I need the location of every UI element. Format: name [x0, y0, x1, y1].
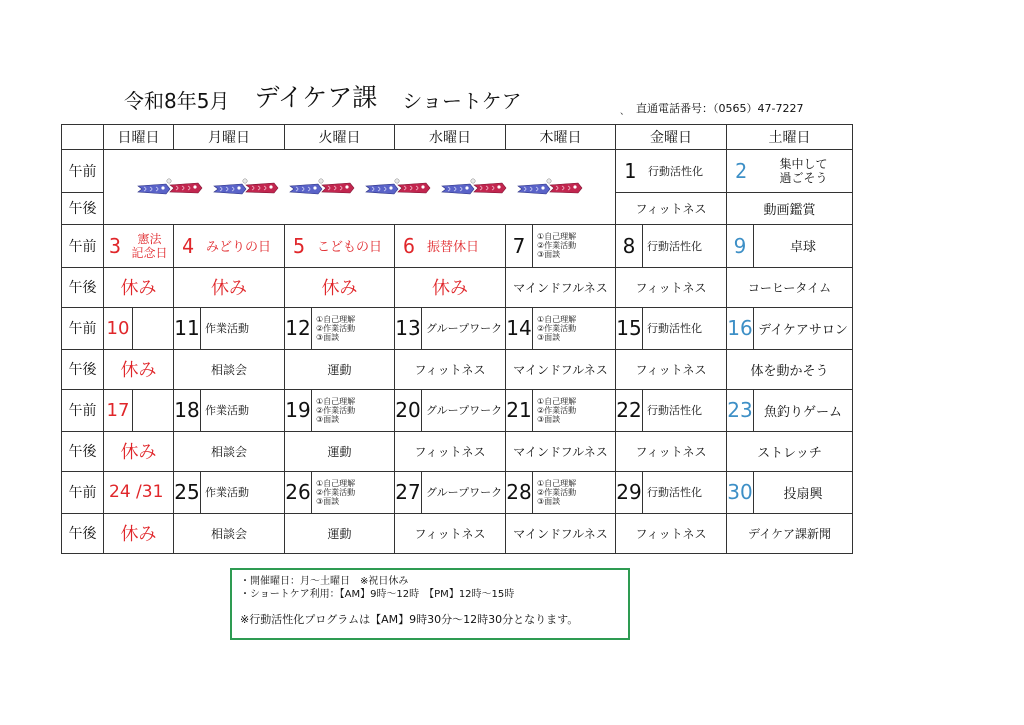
am-program-line1: 集中して [779, 157, 828, 172]
program-item: ②作業活動 [316, 405, 356, 415]
period-pm: 午後 [62, 193, 104, 224]
holiday-name: みどりの日 [206, 240, 272, 256]
day-cell-3-am [104, 224, 174, 267]
week3-am-row [62, 307, 853, 349]
am-program: 行動活性化 [647, 322, 702, 336]
day-number: 12 [285, 308, 312, 349]
day-cell-27-am [395, 471, 506, 513]
day-cell-4-am [174, 224, 285, 267]
am-program: グループワーク [426, 486, 503, 500]
am-program: グループワーク [426, 404, 503, 418]
weekday-thu: 木曜日 [506, 125, 616, 150]
pm-program: フィットネス [616, 193, 727, 224]
am-program: 行動活性化 [647, 486, 702, 500]
period-am: 午前 [62, 224, 104, 267]
am-program: 行動活性化 [648, 165, 703, 179]
note-line-3: ※行動活性化プログラムは【AM】9時30分～12時30分となります。 [240, 613, 579, 626]
weekday-sat: 土曜日 [727, 125, 853, 150]
pm-program: フィットネス [395, 513, 506, 553]
period-am: 午前 [62, 150, 104, 193]
day-number: 30 [727, 472, 754, 513]
week2-am-row [62, 224, 853, 267]
title-service: ショートケア [402, 89, 522, 113]
am-program: グループワーク [426, 322, 503, 336]
phone-label: 直通電話番号：（0565）47-7227 [636, 102, 804, 115]
week5-am-row [62, 471, 853, 513]
pm-program: 相談会 [174, 513, 285, 553]
day-cell-29-am [616, 471, 727, 513]
day-number: 7 [506, 225, 533, 267]
day-number: 17 [104, 390, 133, 431]
corner-cell [62, 125, 104, 150]
holiday-name-line1: 憲法 [137, 231, 162, 246]
day-number: 20 [395, 390, 422, 431]
am-program: 投扇興 [783, 486, 823, 502]
pm-program: フィットネス [616, 431, 727, 471]
program-item: ②作業活動 [316, 323, 356, 333]
program-item: ①自己理解 [316, 396, 356, 406]
day-number: 22 [616, 390, 643, 431]
pm-program: マインドフルネス [506, 267, 616, 307]
pm-program: マインドフルネス [506, 431, 616, 471]
pm-program: 運動 [285, 349, 395, 389]
day-number: 14 [506, 308, 533, 349]
rest-day: 休み [104, 513, 174, 553]
day-cell-20-am [395, 389, 506, 431]
day-cell-9-am [727, 224, 853, 267]
day-cell-15-am [616, 307, 727, 349]
pm-program: マインドフルネス [506, 349, 616, 389]
day-number: 5 [292, 233, 306, 258]
program-item: ①自己理解 [537, 232, 577, 242]
day-number: 27 [395, 472, 422, 513]
pm-program: 体を動かそう [727, 349, 853, 389]
pm-program: ストレッチ [727, 431, 853, 471]
day-number: 26 [285, 472, 312, 513]
day-cell-19-am [285, 389, 395, 431]
am-program-list [533, 479, 576, 506]
pm-program: フィットネス [616, 513, 727, 553]
day-number: 29 [616, 472, 643, 513]
period-am: 午前 [62, 389, 104, 431]
period-pm: 午後 [62, 431, 104, 471]
day-number: 3 [108, 233, 122, 258]
day-cell-25-am [174, 471, 285, 513]
program-item: ①自己理解 [316, 478, 356, 488]
program-item: ②作業活動 [316, 487, 356, 497]
phone-mark: 、 [620, 107, 630, 117]
rest-day: 休み [104, 349, 174, 389]
week2-pm-row [62, 267, 853, 307]
rest-day: 休み [285, 267, 395, 307]
period-pm: 午後 [62, 513, 104, 553]
program-item: ①自己理解 [537, 396, 577, 406]
program-item: ③面談 [537, 332, 561, 342]
day-number: 23 [727, 390, 754, 431]
day-cell-5-am [285, 224, 395, 267]
am-program: デイケアサロン [758, 322, 848, 338]
program-item: ③面談 [316, 496, 340, 506]
day-cell-11-am [174, 307, 285, 349]
day-cell-17-am [104, 389, 174, 431]
day-number: 10 [104, 308, 133, 349]
day-cell-8-am [616, 224, 727, 267]
day-cell-6-am [395, 224, 506, 267]
day-number: 16 [727, 308, 754, 349]
day-cell-12-am [285, 307, 395, 349]
weekday-fri: 金曜日 [616, 125, 727, 150]
day-cell-1-am [616, 150, 727, 193]
program-item: ③面談 [537, 250, 561, 260]
day-cell-30-am [727, 471, 853, 513]
rest-day: 休み [395, 267, 506, 307]
pm-program: フィットネス [395, 349, 506, 389]
day-number: 8 [616, 225, 643, 267]
day-cell-24-am [104, 471, 174, 513]
am-program: 行動活性化 [647, 404, 702, 418]
day-cell-18-am [174, 389, 285, 431]
period-am: 午前 [62, 307, 104, 349]
pm-program: 運動 [285, 431, 395, 471]
koinobori-row [136, 178, 584, 200]
program-item: ③面談 [316, 332, 340, 342]
day-cell-16-am [727, 307, 853, 349]
day-number: 28 [506, 472, 533, 513]
day-number: 24 /31 [109, 482, 164, 503]
day-cell-14-am [506, 307, 616, 349]
program-item: ③面談 [316, 414, 340, 424]
holiday-name: こどもの日 [317, 240, 383, 256]
weekday-mon: 月曜日 [174, 125, 285, 150]
program-item: ②作業活動 [537, 241, 577, 251]
day-number: 1 [623, 159, 637, 184]
weekday-sun: 日曜日 [104, 125, 174, 150]
day-cell-7-am [506, 224, 616, 267]
title-dept: デイケア課 [254, 83, 378, 112]
koinobori-icon [440, 178, 508, 200]
day-cell-22-am [616, 389, 727, 431]
pm-program: コーヒータイム [727, 267, 853, 307]
koinobori-icon [364, 178, 432, 200]
pm-program: フィットネス [616, 349, 727, 389]
am-program: 卓球 [789, 240, 816, 256]
am-program-list [312, 397, 355, 424]
koinobori-icon [516, 178, 584, 200]
pm-program: フィットネス [616, 267, 727, 307]
day-cell-23-am [727, 389, 853, 431]
day-cell-26-am [285, 471, 395, 513]
program-item: ①自己理解 [537, 314, 577, 324]
am-program: 作業活動 [205, 404, 249, 418]
am-program-list [312, 479, 355, 506]
am-program-line2: 過ごそう [779, 171, 828, 186]
am-program-list [312, 315, 355, 342]
day-number: 11 [174, 308, 201, 349]
program-item: ②作業活動 [537, 323, 577, 333]
schedule-calendar [61, 124, 853, 554]
koinobori-icon [136, 178, 204, 200]
am-program-list [533, 397, 576, 424]
note-line-2: ・ショートケア利用：【AM】9時～12時 【PM】12時～15時 [240, 589, 515, 600]
day-cell-10-am [104, 307, 174, 349]
page-title [124, 78, 522, 114]
day-number: 18 [174, 390, 201, 431]
week1-am-row [62, 150, 853, 193]
program-item: ①自己理解 [537, 478, 577, 488]
pm-program: 動画鑑賞 [727, 193, 853, 224]
phone-number [620, 100, 804, 117]
day-cell-28-am [506, 471, 616, 513]
day-number: 25 [174, 472, 201, 513]
program-item: ③面談 [537, 414, 561, 424]
day-cell-13-am [395, 307, 506, 349]
koinobori-icon [212, 178, 280, 200]
week3-pm-row [62, 349, 853, 389]
pm-program: 相談会 [174, 349, 285, 389]
program-item: ②作業活動 [537, 487, 577, 497]
period-pm: 午後 [62, 349, 104, 389]
day-number: 9 [727, 225, 754, 267]
day-number: 6 [402, 233, 416, 258]
rest-day: 休み [104, 431, 174, 471]
day-number: 4 [181, 233, 195, 258]
pm-program: フィットネス [395, 431, 506, 471]
holiday-name-line2: 記念日 [131, 245, 168, 260]
pm-program: マインドフルネス [506, 513, 616, 553]
program-item: ②作業活動 [537, 405, 577, 415]
pm-program: 運動 [285, 513, 395, 553]
note-line-1: ・開催曜日：月～土曜日 ※祝日休み [240, 576, 409, 587]
day-number: 13 [395, 308, 422, 349]
holiday-name: 振替休日 [427, 240, 480, 256]
weekday-wed: 水曜日 [395, 125, 506, 150]
program-item: ③面談 [537, 496, 561, 506]
am-program-list [533, 315, 576, 342]
week4-am-row [62, 389, 853, 431]
koinobori-decoration [104, 150, 616, 225]
rest-day: 休み [174, 267, 285, 307]
day-number: 2 [734, 159, 748, 184]
day-number: 21 [506, 390, 533, 431]
day-number: 19 [285, 390, 312, 431]
day-cell-2-am [727, 150, 853, 193]
am-program: 魚釣りゲーム [763, 404, 842, 420]
weekday-header-row [62, 125, 853, 150]
program-item: ①自己理解 [316, 314, 356, 324]
koinobori-icon [288, 178, 356, 200]
am-program: 行動活性化 [647, 239, 702, 253]
pm-program: デイケア課新聞 [727, 513, 853, 553]
title-month: 令和8年5月 [124, 89, 230, 113]
week5-pm-row [62, 513, 853, 553]
pm-program: 相談会 [174, 431, 285, 471]
weekday-tue: 火曜日 [285, 125, 395, 150]
period-pm: 午後 [62, 267, 104, 307]
am-program-list [533, 232, 576, 259]
am-program: 作業活動 [205, 322, 249, 336]
rest-day: 休み [104, 267, 174, 307]
day-number: 15 [616, 308, 643, 349]
week4-pm-row [62, 431, 853, 471]
period-am: 午前 [62, 471, 104, 513]
notes-box [230, 568, 630, 640]
am-program: 作業活動 [205, 486, 249, 500]
day-cell-21-am [506, 389, 616, 431]
